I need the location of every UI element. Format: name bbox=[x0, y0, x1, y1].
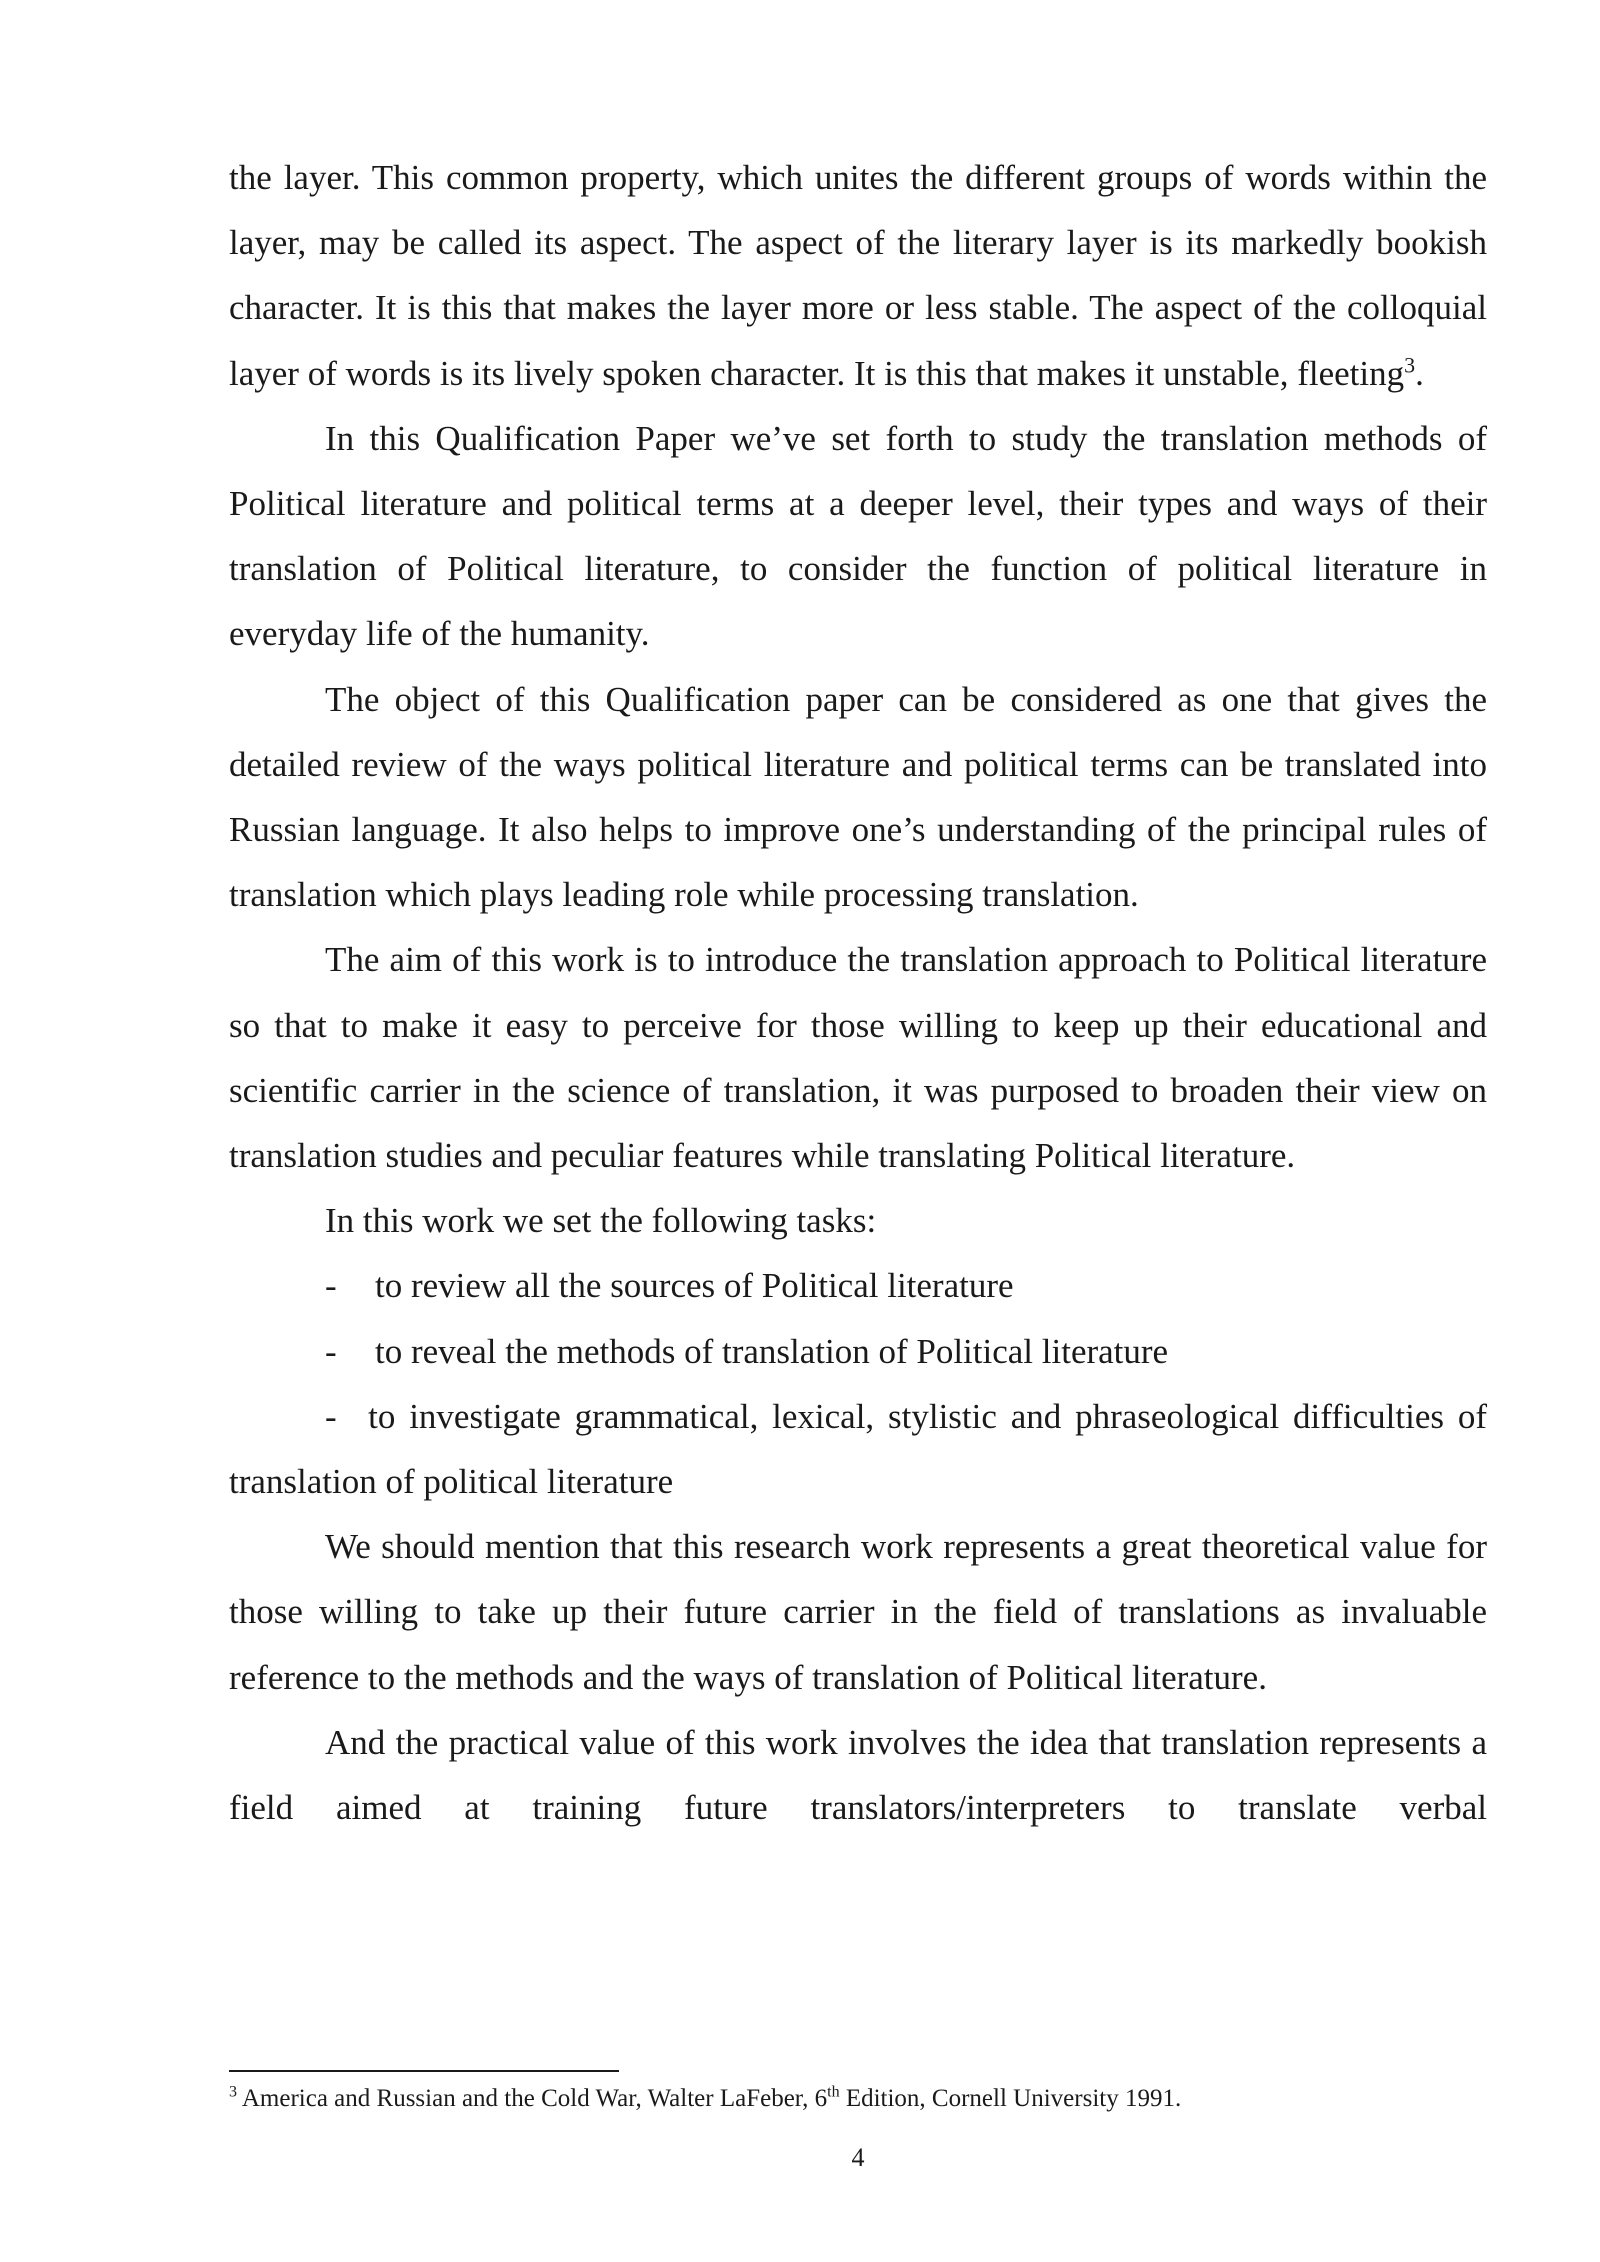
page-number: 4 bbox=[851, 2143, 865, 2172]
task-list-item bbox=[229, 1253, 1487, 1318]
body-text bbox=[229, 145, 1487, 1840]
paragraph-text: the layer. This common property, which unites the different groups of words within the layer, may be called its aspect. The aspect of the literary layer is its markedly bookish character. It is this that makes the layer more or less stable. The aspect of the colloquial layer of words is its lively spoken character. It is this that makes it unstable, fleeting bbox=[229, 158, 1487, 393]
task-list-item bbox=[229, 1319, 1487, 1384]
footnote-text-end: Edition, Cornell University 1991. bbox=[839, 2085, 1182, 2112]
footnote bbox=[229, 2082, 1487, 2116]
paragraph-theoretical-value: We should mention that this research work represents a great theoretical value for those willing to take up their future carrier in the field of translations as invaluable reference to the methods and the ways of translation of Political literature. bbox=[229, 1527, 1487, 1697]
paragraph-practical-value: And the practical value of this work involves the idea that translation represents a field aimed at training future translators/interpreters to translate verbal bbox=[229, 1722, 1487, 1828]
footnote-reference[interactable]: 3 bbox=[1404, 351, 1416, 377]
footnote-separator bbox=[229, 2070, 619, 2072]
footnote-ordinal-suffix: th bbox=[827, 2083, 840, 2101]
footnote-text: America and Russian and the Cold War, Walter LaFeber, 6 bbox=[241, 2085, 828, 2112]
footnote-number: 3 bbox=[229, 2083, 237, 2101]
task-list-item bbox=[229, 1384, 1487, 1514]
paragraph-tasks-intro: In this work we set the following tasks: bbox=[325, 1201, 877, 1241]
task-text: to review all the sources of Political literature bbox=[375, 1266, 1014, 1306]
paragraph-continuation bbox=[229, 145, 1487, 406]
paragraph-aim: The aim of this work is to introduce the translation approach to Political literature so that to make it easy to perceive for those willing to keep up their educational and scientific carrier in the science of translation, it was purposed to broaden their view on translation studies and peculiar features while translating Political literature. bbox=[229, 940, 1487, 1176]
paragraph-object: The object of this Qualification paper can be considered as one that gives the detailed review of the ways political literature and political terms can be translated into Russian language. It also helps to improve one’s understanding of the principal rules of translation which plays leading role while processing translation. bbox=[229, 679, 1487, 915]
task-text: to reveal the methods of translation of Political literature bbox=[375, 1331, 1169, 1371]
list-dash: - bbox=[325, 1396, 337, 1436]
list-dash: - bbox=[325, 1331, 337, 1371]
paragraph-scope: In this Qualification Paper we’ve set forth to study the translation methods of Political literature and political terms at a deeper level, their types and ways of their translation of Political literature, to consider the function of political literature in everyday life of the humanity. bbox=[229, 418, 1487, 654]
task-text: to investigate grammatical, lexical, stylistic and phraseological difficulties of translation of political literature bbox=[229, 1396, 1487, 1502]
list-dash: - bbox=[325, 1266, 337, 1306]
paragraph-tail: . bbox=[1415, 353, 1424, 393]
